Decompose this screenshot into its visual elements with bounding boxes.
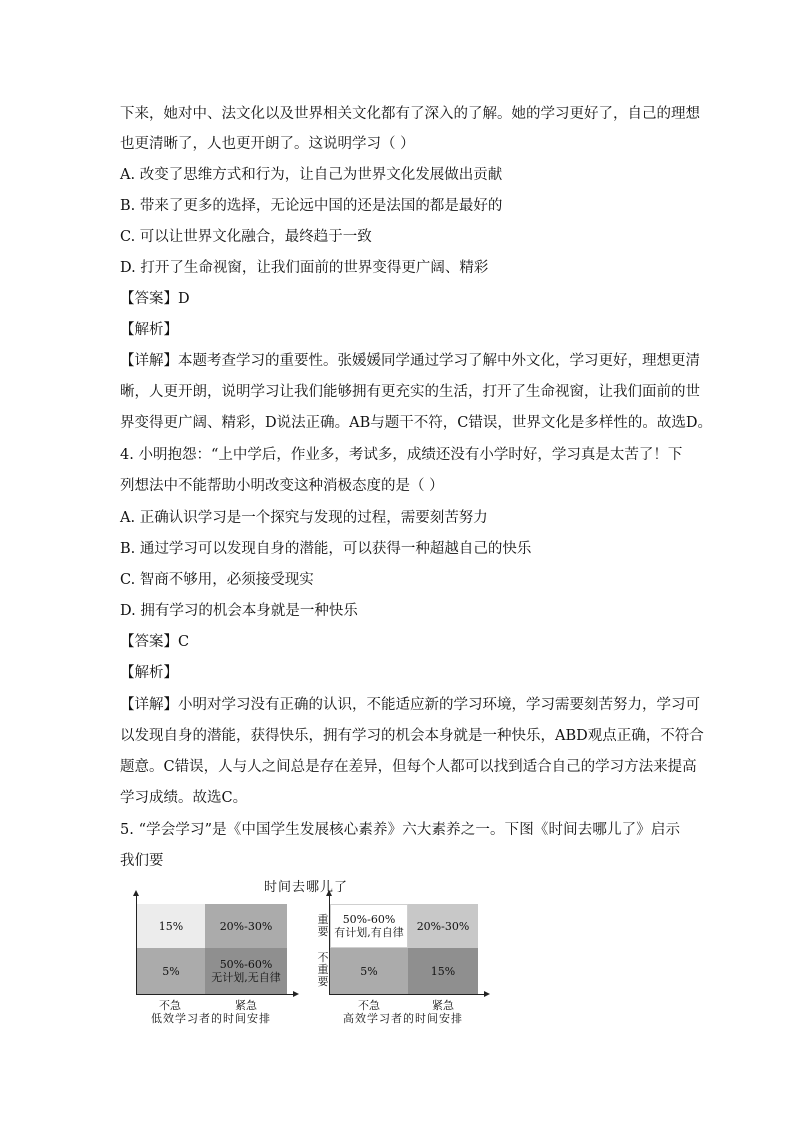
high-caption: 高效学习者的时间安排 [343,1012,463,1025]
cell-value: 50%-60% [342,913,396,926]
q4-detail-line4: 学习成绩。故选C。 [120,790,248,806]
q4-detail-line1: 【详解】小明对学习没有正确的认识，不能适应新的学习环境，学习需要刻苦努力，学习可 [120,697,700,713]
low-caption: 低效学习者的时间安排 [151,1012,271,1025]
q4-option-a: A. 正确认识学习是一个探究与发现的过程，需要刻苦努力 [120,510,488,526]
q3-option-b: B. 带来了更多的选择，无论远中国的还是法国的都是最好的 [120,198,503,214]
figure-title: 时间去哪儿了 [263,880,348,895]
q4-option-d: D. 拥有学习的机会本身就是一种快乐 [120,603,358,619]
cell-value: 5% [162,964,180,978]
high-x-axis-arrow-icon [484,991,490,997]
y-label-important: 重要 [317,913,329,938]
q3-option-d: D. 打开了生命视窗，让我们面前的世界变得更广阔、精彩 [120,260,489,276]
q3-detail-line1: 【详解】本题考查学习的重要性。张媛媛同学通过学习了解中外文化，学习更好，理想更清 [120,353,700,369]
cell-value: 20%-30% [416,919,470,933]
cell-note: 有计划,有自律 [334,926,404,939]
low-cell-important-not-urgent [137,904,205,948]
y-label-unimportant: 不重要 [317,951,329,988]
low-x-label-urgent: 紧急 [235,999,257,1012]
q5-stem-line2: 我们要 [120,853,164,869]
q4-option-c: C. 智商不够用，必须接受现实 [120,572,314,588]
q4-option-b: B. 通过学习可以发现自身的潜能，可以获得一种超越自己的快乐 [120,541,532,557]
q4-detail-line2: 以发现自身的潜能，获得快乐，拥有学习的机会本身就是一种快乐，ABD观点正确，不符合 [120,728,704,744]
low-cell-important-urgent [205,904,287,948]
low-cell-unimportant-not-urgent [137,948,205,994]
low-x-label-not-urgent: 不急 [159,999,181,1012]
low-x-axis-arrow-icon [293,991,299,997]
low-y-axis [136,896,137,995]
q3-analysis-label: 【解析】 [120,322,178,338]
cell-note: 无计划,无自律 [211,971,281,984]
cell-value: 15% [158,919,184,933]
high-cell-unimportant-urgent [408,948,478,994]
q3-stem-line2: 也更清晰了，人也更开朗了。这说明学习（ ） [120,136,415,152]
q3-stem-line1: 下来，她对中、法文化以及世界相关文化都有了深入的了解。她的学习更好了，自己的理想 [120,106,700,122]
low-cell-unimportant-urgent [205,948,287,994]
high-cell-unimportant-not-urgent [330,948,408,994]
high-cell-important-urgent [408,904,478,948]
low-y-axis-arrow-icon [133,890,139,896]
high-y-axis-arrow-icon [326,890,332,896]
cell-value: 5% [360,964,378,978]
q4-detail-line3: 题意。C错误，人与人之间总是存在差异，但每个人都可以找到适合自己的学习方法来提高 [120,759,697,775]
q3-option-c: C. 可以让世界文化融合，最终趋于一致 [120,229,372,245]
high-y-axis [329,896,330,995]
q3-answer: 【答案】D [120,291,190,307]
q4-answer: 【答案】C [120,634,190,650]
q4-stem-line1: 4. 小明抱怨：“上中学后，作业多，考试多，成绩还没有小学时好，学习真是太苦了！下 [120,447,683,463]
q3-detail-line3: 界变得更广阔、精彩，D说法正确。AB与题干不符，C错误，世界文化是多样性的。故选D。 [120,415,712,431]
q3-option-a: A. 改变了思维方式和行为，让自己为世界文化发展做出贡献 [120,167,503,183]
cell-value: 15% [430,964,456,978]
high-x-label-urgent: 紧急 [432,999,454,1012]
q4-stem-line2: 列想法中不能帮助小明改变这种消极态度的是（ ） [120,478,444,494]
high-x-label-not-urgent: 不急 [358,999,380,1012]
low-x-axis [136,994,294,995]
q4-analysis-label: 【解析】 [120,665,178,681]
q3-detail-line2: 晰，人更开朗，说明学习让我们能够拥有更充实的生活，打开了生命视窗，让我们面前的世 [120,384,700,400]
high-cell-important-not-urgent [330,904,408,948]
cell-value: 20%-30% [219,919,273,933]
q5-stem-line1: 5. “学会学习”是《中国学生发展核心素养》六大素养之一。下图《时间去哪儿了》启示 [120,822,680,838]
high-x-axis [329,994,485,995]
cell-value: 50%-60% [219,958,273,971]
